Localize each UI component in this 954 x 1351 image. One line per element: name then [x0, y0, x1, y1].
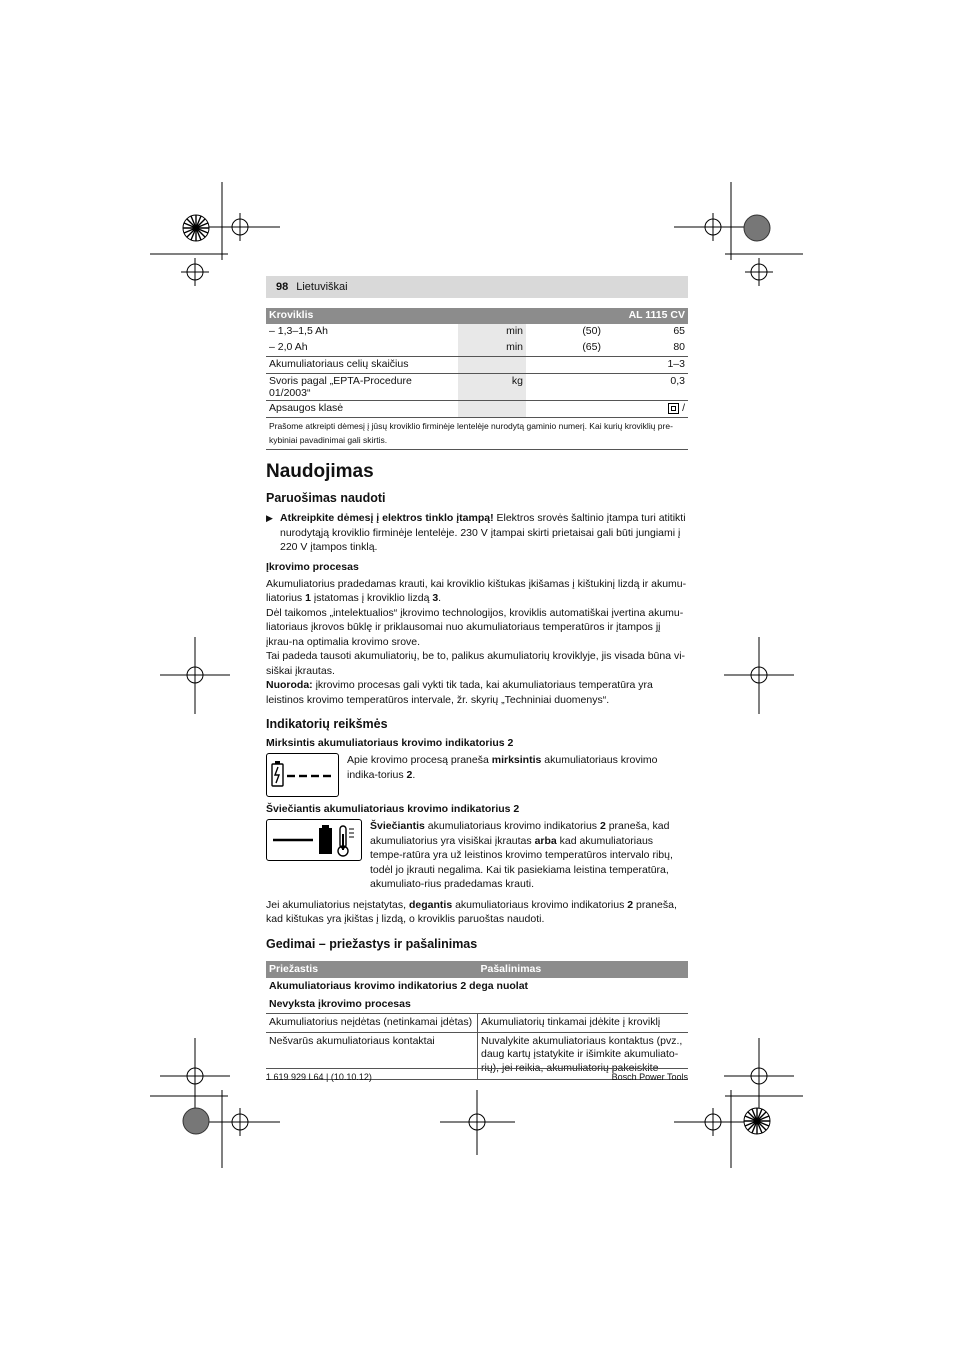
spec-value: 0,3: [604, 374, 688, 401]
charging-paragraph: Tai padeda tausoti akumuliatorių, be to, palikus akumuliatorių kroviklyje, jis visada būna vi-siškai įkrautas.: [266, 650, 686, 677]
faults-table-header: [266, 961, 688, 979]
spec-value: /: [682, 402, 685, 414]
blink-description: Apie krovimo procesą praneša mirksintis akumuliatoriaus krovimo indika-torius 2.: [347, 754, 658, 781]
faults-header-cause: Priežastis: [266, 961, 478, 979]
spec-note-row: [266, 418, 688, 450]
spec-value: [526, 374, 604, 401]
spec-unit: min: [458, 324, 526, 340]
fault-fix: Nuvalykite akumuliatoriaus kontaktus (pvz., daug kartų įstatykite ir išimkite akumuliato-rių), jei reikia, akumuliatorių pakeiskite: [478, 1032, 689, 1080]
table-row: [266, 374, 688, 401]
faults-table: [266, 961, 688, 1081]
faults-title: Gedimai – priežastys ir pašalinimas: [266, 936, 478, 951]
section-title: Naudojimas: [266, 461, 374, 482]
faults-header-fix: Pašalinimas: [478, 961, 689, 979]
steady-indicator-row: [266, 819, 688, 892]
spec-value: 80: [673, 341, 685, 353]
spec-value: [526, 357, 604, 374]
no-battery-paragraph: Jei akumuliatorius neįstatytas, degantis akumuliatoriaus krovimo indikatorius 2 praneša, kad kištukas yra įkištas į lizdą, o kroviklis paruoštas naudoti.: [266, 898, 677, 925]
charging-title: Įkrovimo procesas: [266, 560, 359, 573]
page-header: [266, 276, 688, 298]
charging-paragraph: Dėl taikomos „intelektualios“ įkrovimo technologijos, kroviklis automatiškai įvertina akumu-liatoriaus įkrovos būklę ir priklausomai nuo akumuliatoriaus temperatūros ir įtampos jį įkrau-na optimalia krovimo srove.: [266, 606, 684, 648]
page-content: [266, 276, 688, 1080]
spec-value: 1–3: [604, 357, 688, 374]
protection-class-value: [604, 401, 688, 418]
spec-label: Apsaugos klasė: [266, 401, 458, 418]
starburst-target-icon: [183, 215, 209, 241]
warning-text: [280, 511, 688, 555]
charging-paragraph: Akumuliatorius pradedamas krauti, kai kroviklio kištukas įkišamas į kištukinį lizdą ir akumu-liatorius 1 įstatomas į kroviklio lizdą 3.: [266, 577, 687, 604]
spec-value: (50): [582, 325, 601, 337]
fault-cause: Akumuliatorius neįdėtas (netinkamai įdėtas): [266, 1014, 478, 1033]
page-footer: [266, 1068, 688, 1082]
charging-note: Nuoroda: įkrovimo procesas gali vykti tik tada, kai akumuliatoriaus temperatūra yra leistinos krovimo temperatūros intervale, žr. skyrių „Techniniai duomenys“.: [266, 679, 653, 706]
spec-unit: kg: [458, 374, 526, 401]
spec-unit: [458, 357, 526, 374]
steady-description: Šviečiantis akumuliatoriaus krovimo indikatorius 2 praneša, kad akumuliatorius yra visiškai įkrautas arba kad akumuliatoriaus tempe-ratūra yra už leistinos krovimo temperatūros intervalo ribų, todėl jo įkrauti negalima. Kai tik pasiekiama leistina temperatūra, akumuliato-rius pradedamas krauti.: [370, 820, 673, 890]
table-row: [266, 357, 688, 374]
spec-table: [266, 308, 688, 450]
blink-title: Mirksintis akumuliatoriaus krovimo indikatorius 2: [266, 737, 514, 749]
spec-note: Prašome atkreipti dėmesį į jūsų kroviklio firminėje lentelėje nurodytą gaminio numerį. Kai kurių kroviklių pre-kybiniai pavadinimai gali skirtis.: [266, 418, 688, 450]
spec-label: Akumuliatoriaus celių skaičius: [266, 357, 458, 374]
table-row: [266, 324, 688, 340]
fault-cause: Nešvarūs akumuliatoriaus kontaktai: [266, 1032, 478, 1080]
spec-value: 65: [673, 325, 685, 337]
faults-subheader: Akumuliatoriaus krovimo indikatorius 2 dega nuolat: [269, 980, 529, 992]
page-number: 98: [276, 281, 289, 293]
spec-value: (65): [582, 341, 601, 353]
spec-label: – 1,3–1,5 Ah: [269, 325, 328, 337]
prep-title: Paruošimas naudoti: [266, 491, 386, 505]
indicators-title: Indikatorių reikšmės: [266, 717, 388, 731]
footer-brand: Bosch Power Tools: [611, 1072, 688, 1082]
spec-unit: [458, 401, 526, 418]
steady-charge-indicator-icon: [266, 819, 362, 861]
protection-class-ii-icon: [668, 403, 679, 414]
warning-body: Elektros srovės šaltinio įtampa turi atitikti nurodytąją kroviklio firminėje lentelėje. 230 V įtampai skirti prietaisai gali būti jungiami į 220 V įtampos tinklą.: [280, 512, 686, 553]
blinking-charge-indicator-icon: [266, 753, 339, 797]
spec-label: – 2,0 Ah: [269, 341, 308, 353]
bullet-triangle-icon: ▶: [266, 513, 273, 523]
spec-header-label: Kroviklis: [266, 308, 604, 324]
spec-header-model: AL 1115 CV: [604, 308, 688, 324]
table-row: [266, 1014, 688, 1033]
table-row: [266, 340, 688, 357]
table-row: [266, 401, 688, 418]
page-language: Lietuviškai: [296, 281, 348, 293]
fault-fix: Akumuliatorių tinkamai įdėkite į kroviklį: [478, 1014, 689, 1033]
blink-indicator-row: [266, 753, 688, 797]
spec-unit: min: [458, 340, 526, 357]
spec-value: [526, 401, 604, 418]
warning-bullet: [266, 511, 688, 555]
faults-subheader: Nevyksta įkrovimo procesas: [269, 997, 411, 1010]
warning-bold: Atkreipkite dėmesį į elektros tinklo įtampą!: [280, 512, 494, 524]
spec-label: Svoris pagal „EPTA-Procedure 01/2003“: [266, 374, 458, 401]
steady-title: Šviečiantis akumuliatoriaus krovimo indikatorius 2: [266, 803, 520, 815]
spec-table-header: [266, 308, 688, 324]
footer-doc-id: 1 619 929 L64 | (10.10.12): [266, 1072, 372, 1082]
